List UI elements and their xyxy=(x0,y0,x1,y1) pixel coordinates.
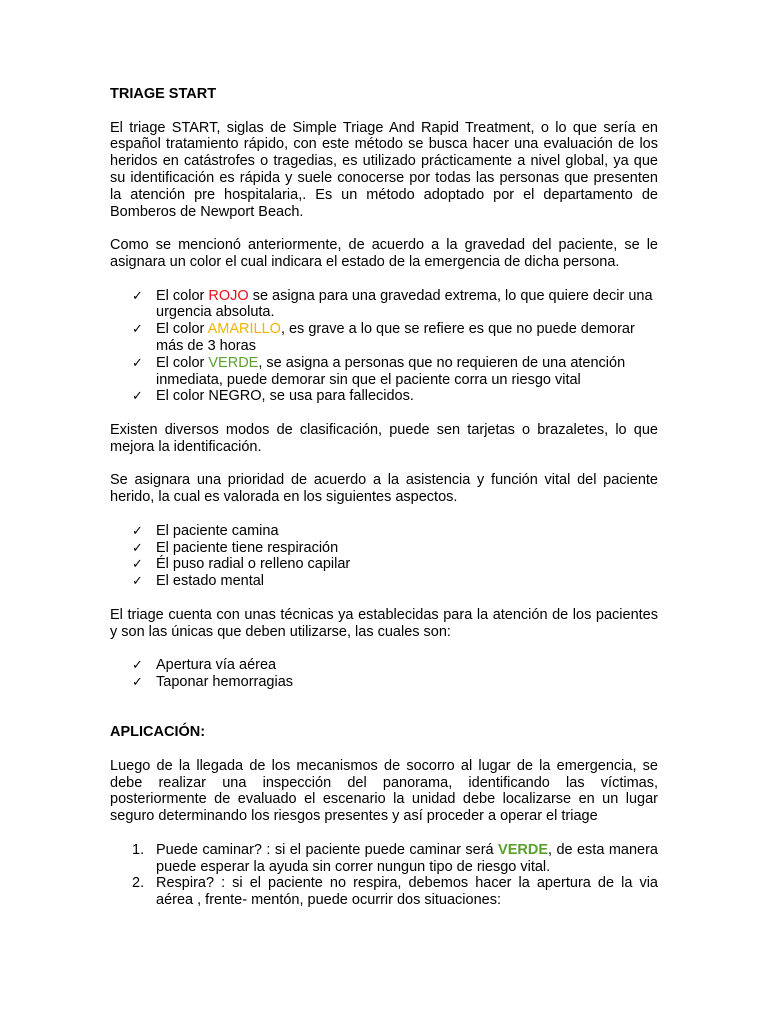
checkmark-icon: ✓ xyxy=(132,354,143,370)
list-item: ✓ Taponar hemorragias xyxy=(132,673,294,690)
color-list xyxy=(110,288,658,406)
green-word: VERDE xyxy=(208,354,259,371)
checkmark-icon: ✓ xyxy=(132,388,143,404)
document-page xyxy=(110,86,658,909)
step-number: 2. xyxy=(132,875,145,892)
list-item: ✓ Apertura vía aérea xyxy=(132,657,277,674)
checkmark-icon: ✓ xyxy=(132,673,143,689)
step-number: 1. xyxy=(132,841,145,858)
priority-paragraph: Se asignara una prioridad de acuerdo a la asistencia y función vital del paciente herido, la cual es valorada en los siguientes aspectos. xyxy=(110,472,658,506)
checkmark-icon: ✓ xyxy=(132,522,143,538)
yellow-word: AMARILLO xyxy=(207,321,281,338)
checkmark-icon: ✓ xyxy=(132,573,143,589)
step-item-walk: 1. Puede caminar? : si el paciente puede caminar será VERDE, de esta manera puede esperar la ayuda sin correr nungun tipo de riesgo vital. xyxy=(132,841,658,875)
list-item: ✓ El paciente camina xyxy=(132,522,279,539)
list-item-green: ✓ El color VERDE, se asigna a personas que no requieren de una atención inmediata, puede demorar sin que el paciente corra un riesgo vital xyxy=(132,354,626,388)
techniques-paragraph: El triage cuenta con unas técnicas ya establecidas para la atención de los pacientes y son las únicas que deben utilizarse, las cuales son: xyxy=(110,606,658,640)
document-title: TRIAGE START xyxy=(110,86,217,102)
list-item-black: ✓ El color NEGRO, se usa para fallecidos. xyxy=(132,388,414,405)
application-paragraph: Luego de la llegada de los mecanismos de socorro al lugar de la emergencia, se debe realizar una inspección del panorama, identificando las víctimas, posteriormente de evaluado el escenario la unidad debe localizarse en un lugar seguro determinando los riesgos presentes y así proceder a operar el triage xyxy=(110,757,658,825)
red-word: ROJO xyxy=(208,287,249,304)
checkmark-icon: ✓ xyxy=(132,539,143,555)
colors-intro-paragraph: Como se mencionó anteriormente, de acuerdo a la gravedad del paciente, se le asignara un color el cual indicara el estado de la emergencia de dicha persona. xyxy=(110,237,658,270)
checkmark-icon: ✓ xyxy=(132,657,143,673)
checkmark-icon: ✓ xyxy=(132,556,143,572)
green-word: VERDE xyxy=(498,841,548,858)
checkmark-icon: ✓ xyxy=(132,287,143,303)
list-item: ✓ El estado mental xyxy=(132,573,265,590)
checkmark-icon: ✓ xyxy=(132,321,143,337)
list-item-yellow: ✓ El color AMARILLO, es grave a lo que se refiere es que no puede demorar más de 3 horas xyxy=(132,321,635,354)
intro-paragraph: El triage START, siglas de Simple Triage And Rapid Treatment, o lo que sería en español tratamiento rápido, con este método se busca hacer una evaluación de los heridos en catástrofes o tragedias, es utilizado prácticamente a nivel global, ya que su identificación es rápida y suele conocerse por todas las personas que presenten la atención pre hospitalaria,. Es un método adoptado por el departamento de Bomberos de Newport Beach. xyxy=(110,119,658,220)
techniques-list xyxy=(110,657,658,691)
list-item: ✓ El paciente tiene respiración xyxy=(132,539,339,556)
application-heading: APLICACIÓN: xyxy=(110,724,206,741)
steps-list xyxy=(110,842,658,909)
step-item-breath: 2. Respira? : si el paciente no respira, debemos hacer la apertura de la via aérea , frente- mentón, puede ocurrir dos situaciones: xyxy=(132,875,658,909)
list-item: ✓ Él puso radial o relleno capilar xyxy=(132,556,351,573)
aspects-list xyxy=(110,523,658,590)
classification-paragraph: Existen diversos modos de clasificación, puede sen tarjetas o brazaletes, lo que mejora la identificación. xyxy=(110,421,658,455)
list-item-red: ✓ El color ROJO se asigna para una gravedad extrema, lo que quiere decir una urgencia absoluta. xyxy=(132,287,653,321)
